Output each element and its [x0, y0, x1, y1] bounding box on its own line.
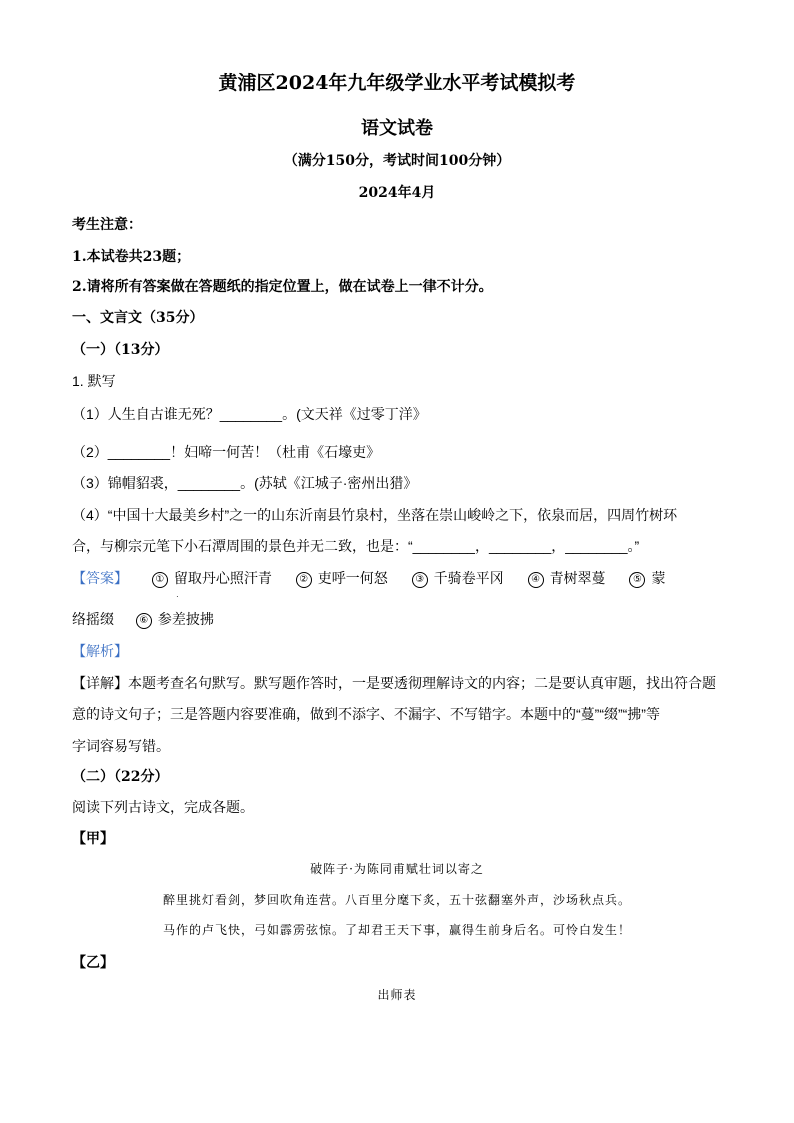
answer-text: 参差披拂 — [157, 611, 214, 627]
part-two-instruction: 阅读下列古诗文，完成各题。 — [72, 799, 254, 815]
question-1-2: （2）________！妇啼一何苦！（杜甫《石壕吏》 — [72, 444, 381, 460]
question-1: 1. 默写 — [72, 373, 116, 389]
answer-number: ② — [296, 572, 312, 588]
answer-number: ⑤ — [629, 572, 645, 588]
exam-date: 2024年4月 — [358, 185, 436, 201]
answer-text: 蒙 — [651, 570, 666, 586]
analysis-line-2: 意的诗文句子；三是答题内容要准确，做到不添字、不漏字、不写错字。本题中的“蔓”“缀”“拂”等 — [72, 706, 660, 722]
notice-item-1: 1.本试卷共23题； — [72, 249, 191, 265]
poem-line-2: 马作的卢飞快，弓如霹雳弦惊。了却君王天下事，赢得生前身后名。可怜白发生！ — [162, 923, 631, 937]
analysis-line-3: 字词容易写错。 — [72, 738, 170, 754]
notice-heading: 考生注意： — [72, 217, 142, 233]
answer-item — [152, 570, 272, 586]
yi-title: 出师表 — [377, 988, 417, 1002]
question-1-1: （1）人生自古谁无死？________。(文天祥《过零丁洋》 — [72, 406, 427, 422]
answer-continuation: 络摇缀 — [72, 611, 114, 627]
notice-item-2: 2.请将所有答案做在答题纸的指定位置上，做在试卷上一律不计分。 — [72, 279, 493, 295]
section-jia-label: 【甲】 — [72, 831, 114, 847]
part-two-heading: （二）（22分） — [72, 769, 169, 785]
section-heading: 一、文言文（35分） — [72, 310, 204, 326]
answer-number: ⑥ — [136, 613, 152, 629]
exam-title: 黄浦区2024年九年级学业水平考试模拟考 — [218, 72, 576, 94]
section-yi-label: 【乙】 — [72, 955, 114, 971]
analysis-line-1 — [72, 673, 732, 693]
answer-item — [629, 570, 665, 586]
dot-mark: · — [176, 592, 179, 601]
answer-text: 千骑卷平冈 — [433, 570, 504, 586]
answer-item — [296, 570, 388, 586]
answer-number: ① — [152, 572, 168, 588]
exam-info: （满分150分，考试时间100分钟） — [283, 153, 511, 169]
answer-line-2 — [72, 609, 732, 629]
answer-tag: 【答案】 — [72, 570, 128, 586]
question-1-4-line-2: 合，与柳宗元笔下小石潭周围的景色并无二致，也是：“________，________，________。” — [72, 538, 640, 554]
answer-text: 青树翠蔓 — [549, 570, 606, 586]
answer-number: ③ — [412, 572, 428, 588]
answer-line-1 — [72, 568, 732, 588]
part-one-heading: （一）（13分） — [72, 342, 169, 358]
answer-item — [412, 570, 504, 586]
analysis-text-1: 本题考查名句默写。默写题作答时，一是要透彻理解诗文的内容；二是要认真审题，找出符合题 — [128, 675, 716, 691]
question-1-4-line-1: （4）“中国十大最美乡村”之一的山东沂南县竹泉村，坐落在崇山峻岭之下，依泉而居，四周竹树环 — [72, 507, 678, 523]
detail-tag: 【详解】 — [72, 675, 128, 691]
answer-text: 吏呼一何怒 — [317, 570, 388, 586]
answer-item — [136, 611, 214, 627]
poem-title: 破阵子·为陈同甫赋壮词以寄之 — [310, 862, 484, 876]
answer-item — [528, 570, 606, 586]
question-1-3: （3）锦帽貂裘，________。(苏轼《江城子·密州出猎》 — [72, 475, 418, 491]
answer-text: 留取丹心照汗青 — [173, 570, 272, 586]
analysis-tag: 【解析】 — [72, 643, 128, 659]
poem-line-1: 醉里挑灯看剑，梦回吹角连营。八百里分麾下炙，五十弦翻塞外声，沙场秋点兵。 — [162, 893, 631, 907]
answer-number: ④ — [528, 572, 544, 588]
exam-subtitle: 语文试卷 — [361, 118, 433, 139]
